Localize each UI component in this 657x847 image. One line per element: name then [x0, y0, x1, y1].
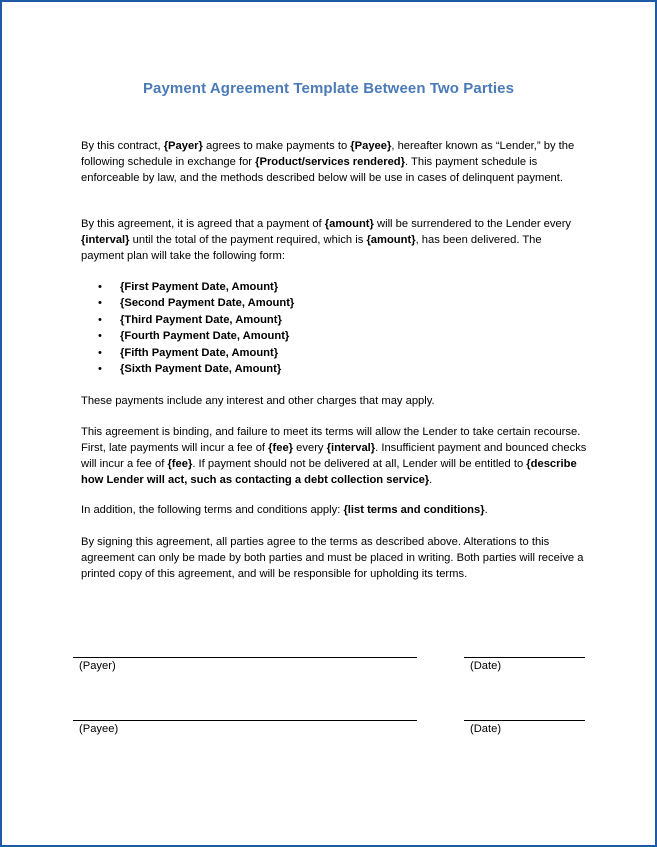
list-item-label: {Fourth Payment Date, Amount}	[120, 330, 290, 343]
payee-date-line	[464, 720, 585, 721]
payee-label: (Payee)	[79, 723, 119, 735]
placeholder-fee: {fee}	[268, 442, 294, 454]
list-item	[98, 361, 294, 377]
text: .	[484, 504, 488, 516]
text: , hereafter known as “Lender,” by the following schedule in exchange for	[81, 140, 575, 168]
text: In addition, the following terms and conditions apply:	[81, 504, 344, 516]
paragraph-interest-text: These payments include any interest and other charges that may apply.	[81, 395, 435, 407]
bullet-icon: •	[98, 281, 102, 293]
list-item	[98, 295, 294, 311]
list-item	[98, 345, 294, 361]
text: . Insufficient payment and bounced checks will incur a fee of	[81, 442, 587, 470]
placeholder-payer: {Payer}	[163, 140, 203, 152]
text: every	[293, 442, 327, 454]
bullet-icon: •	[98, 313, 102, 326]
list-item	[98, 279, 294, 295]
list-item-label: {Sixth Payment Date, Amount}	[120, 363, 282, 376]
text: will be surrendered to the Lender every	[373, 218, 572, 230]
list-item-label: {Fifth Payment Date, Amount}	[120, 346, 279, 359]
list-item-label: {Third Payment Date, Amount}	[120, 313, 282, 326]
payee-signature-line	[73, 720, 417, 721]
list-item	[98, 328, 294, 344]
placeholder-fee: {fee}	[167, 458, 193, 470]
placeholder-amount: {amount}	[324, 218, 374, 230]
text: . This payment schedule is enforceable by law, and the methods described below will be use in cases of delinquent payment.	[81, 156, 563, 184]
date-label: (Date)	[470, 723, 502, 735]
placeholder-payee: {Payee}	[350, 140, 392, 152]
paragraph-payment-terms	[81, 216, 587, 264]
paragraph-intro	[81, 138, 587, 186]
list-item	[98, 312, 294, 328]
bullet-icon: •	[98, 363, 102, 376]
text: By this contract,	[81, 140, 164, 152]
bullet-icon: •	[98, 330, 102, 343]
text: .	[429, 474, 433, 486]
payment-schedule-list	[98, 279, 294, 377]
date-label: (Date)	[470, 660, 502, 672]
placeholder-product: {Product/services rendered}	[255, 156, 405, 168]
placeholder-interval: {interval}	[81, 234, 130, 246]
list-item-label: {Second Payment Date, Amount}	[120, 297, 295, 310]
placeholder-total-amount: {amount}	[366, 234, 416, 246]
bullet-icon: •	[98, 297, 102, 310]
text: agrees to make payments to	[202, 140, 351, 152]
placeholder-terms: {list terms and conditions}	[343, 504, 485, 516]
placeholder-interval: {interval}	[326, 442, 376, 454]
text: By this agreement, it is agreed that a payment of	[81, 218, 325, 230]
text: This agreement is binding, and failure to meet its terms will allow the Lender to take certain recourse. First, late payments will incur a fee of	[81, 426, 581, 454]
placeholder-lender-action: {describe how Lender will act, such as contacting a debt collection service}	[81, 458, 577, 486]
paragraph-signing	[81, 534, 587, 582]
paragraph-interest	[81, 393, 587, 409]
payer-date-line	[464, 657, 585, 658]
document-title: Payment Agreement Template Between Two Parties	[142, 80, 515, 97]
payer-signature-line	[73, 657, 417, 658]
paragraph-penalties	[81, 424, 587, 488]
paragraph-terms	[81, 502, 587, 518]
paragraph-signing-text: By signing this agreement, all parties agree to the terms as described above. Alterations to this agreement can only be made by both parties and must be placed in writing. Both parties will receive a printed copy of this agreement, and will be responsible for upholding its terms.	[81, 536, 584, 580]
payer-label: (Payer)	[79, 660, 116, 672]
list-item-label: {First Payment Date, Amount}	[120, 281, 279, 293]
bullet-icon: •	[98, 346, 102, 359]
text: . If payment should not be delivered at all, Lender will be entitled to	[192, 458, 527, 470]
text: until the total of the payment required, which is	[129, 234, 367, 246]
text: , has been delivered. The payment plan will take the following form:	[81, 234, 542, 262]
